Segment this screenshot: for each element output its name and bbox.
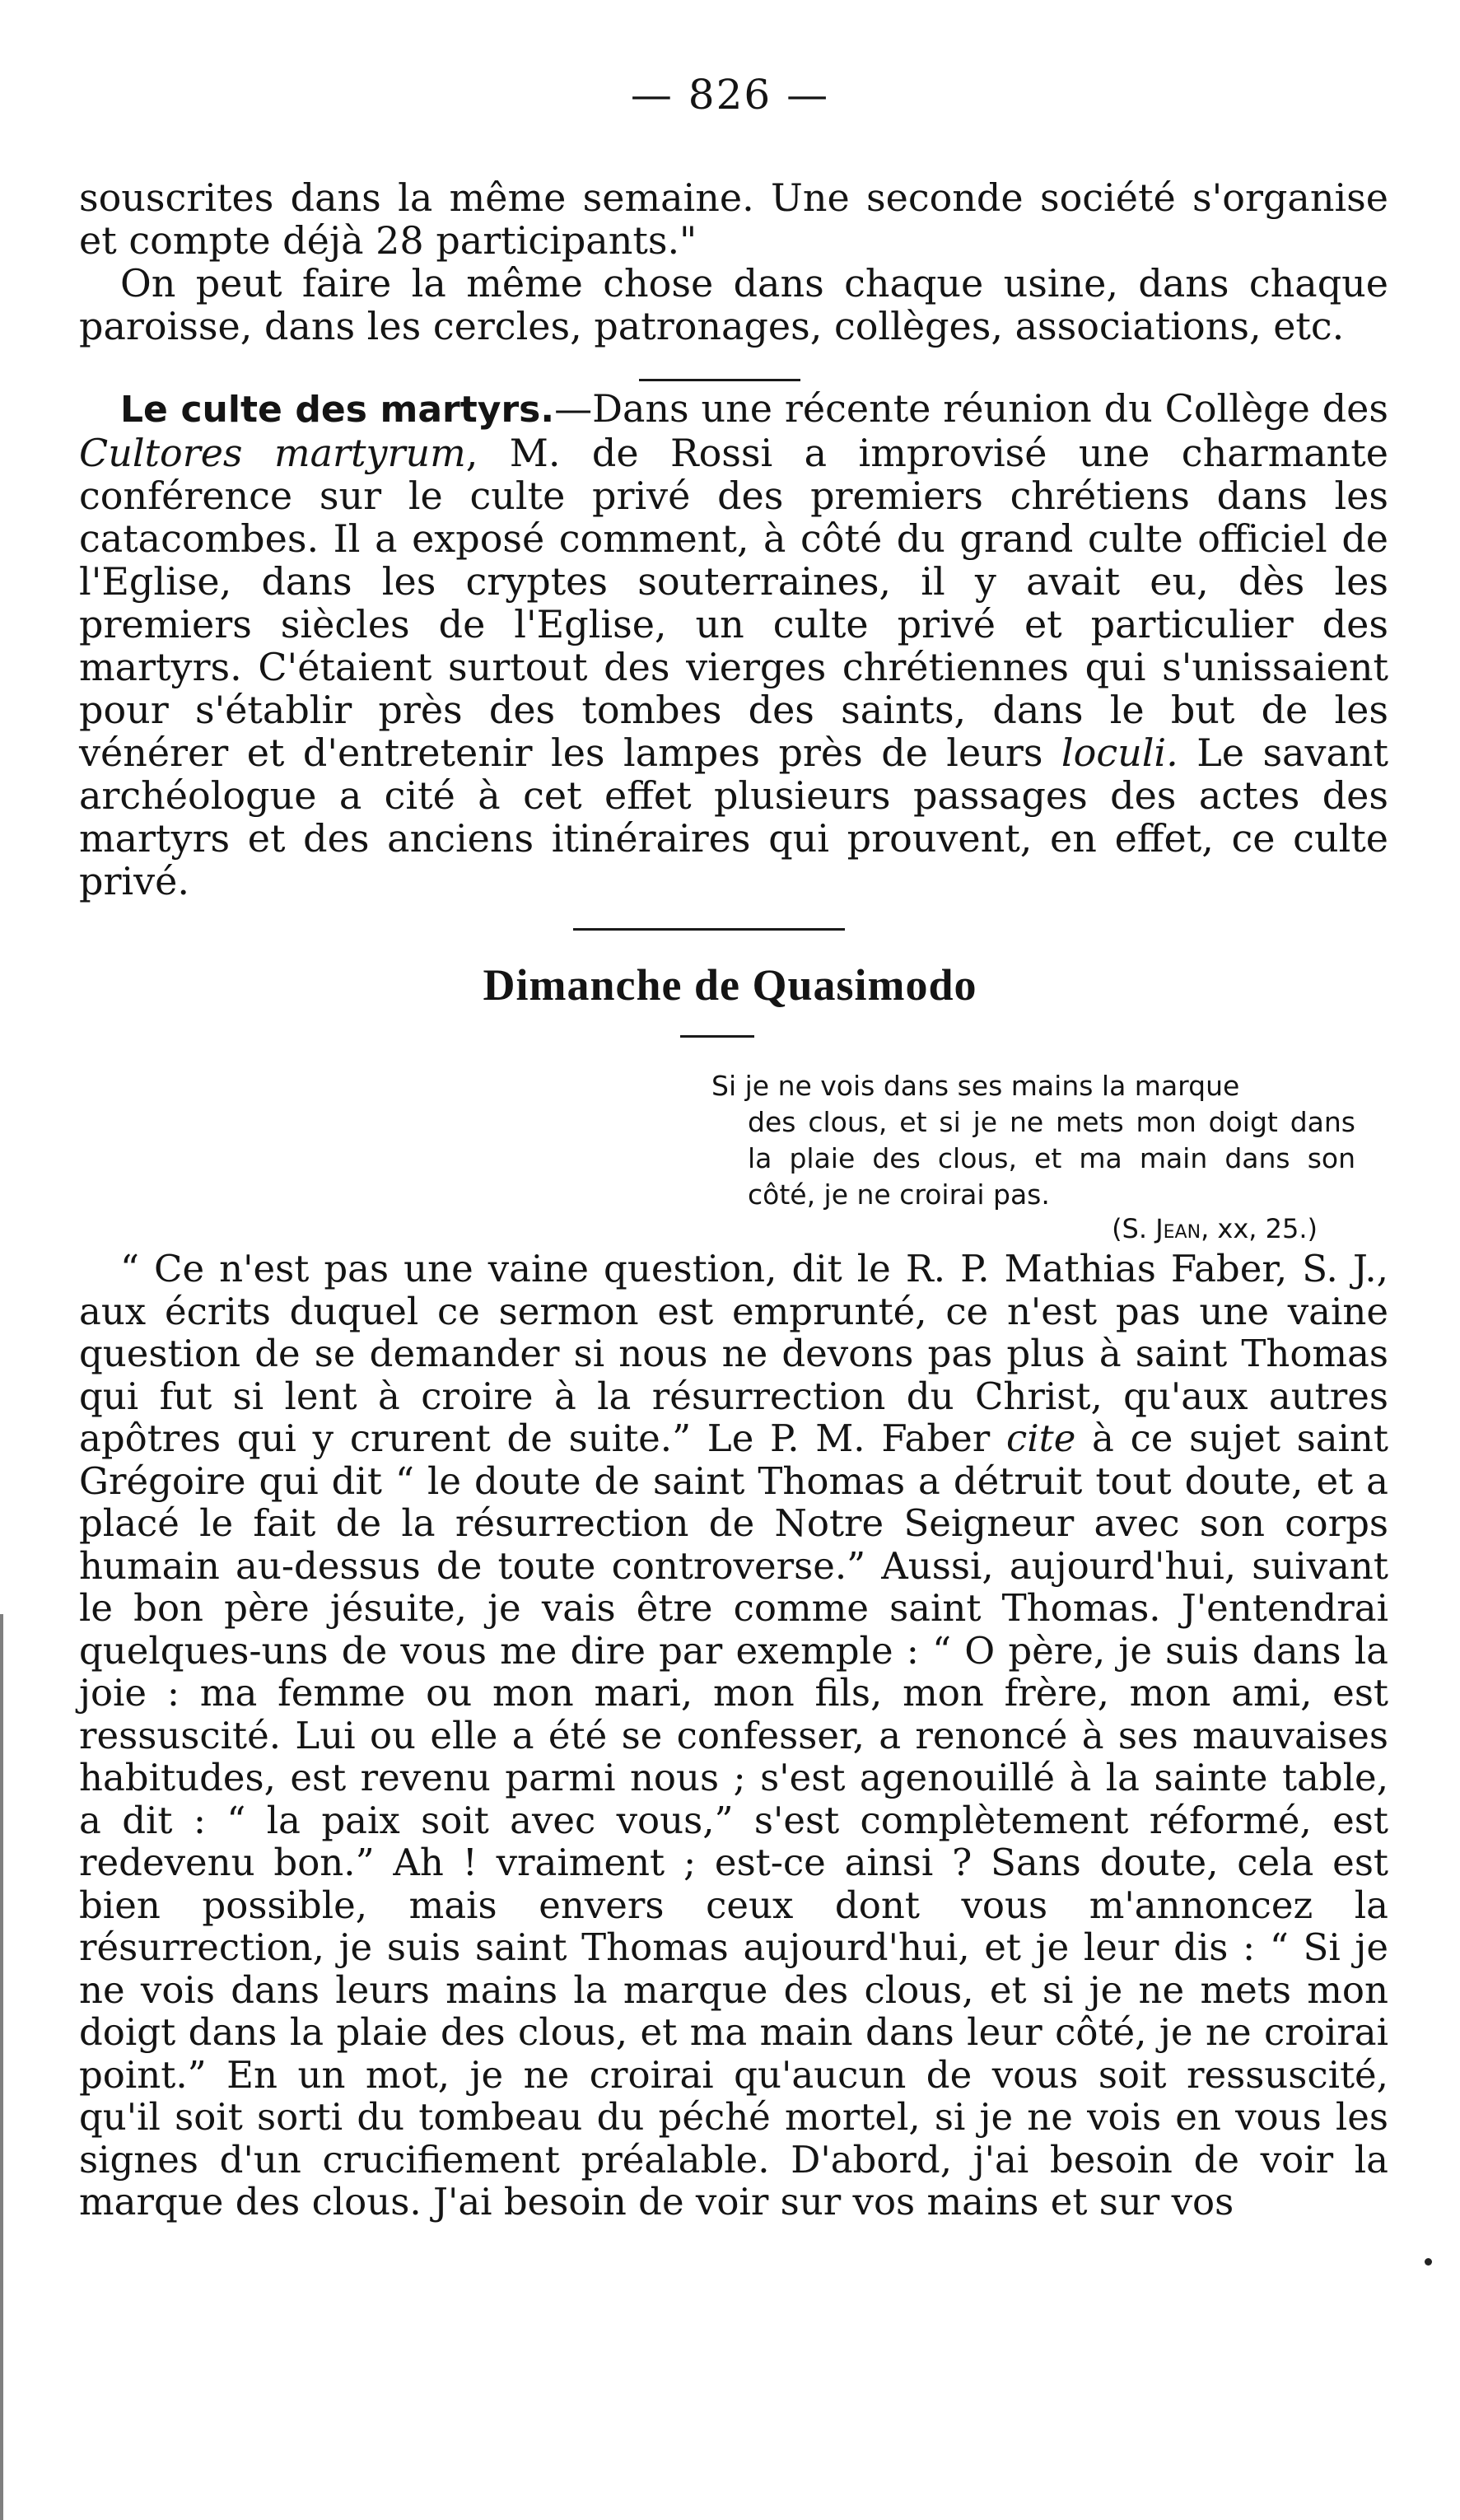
- section-title: Dimanche de Quasimodo: [483, 960, 977, 1010]
- sermon-text-1: “ Ce n'est pas une vaine question, dit le R. P. Mathias Faber, S. J., aux écrits duquel ce sermon est emprunté, ce n'est pas une vaine question de se demander si nous ne devons pas plus à saint Thomas qui fut si lent à croire à la résurrection du Christ, qu'aux autres apôtres qui y crurent de suite.” Le P. M. Faber: [79, 1247, 1388, 1460]
- ink-speck: [1425, 2258, 1432, 2266]
- title-underline-rule: [680, 1035, 754, 1038]
- epigraph: [711, 1068, 1355, 1213]
- martyrs-italic-1: Cultores martyrum: [79, 431, 466, 475]
- page-number: — 826 —: [630, 71, 830, 119]
- intro-paragraph-1: souscrites dans la même semaine. Une seconde société s'organise et compte déjà 28 participants.": [79, 175, 1388, 263]
- epigraph-source-name: Jean: [1155, 1213, 1201, 1244]
- martyrs-italic-2: loculi.: [1061, 730, 1178, 775]
- separator-rule: [639, 379, 800, 381]
- epigraph-source-prefix: (S.: [1112, 1213, 1156, 1244]
- sermon-paragraph: [79, 1248, 1388, 2224]
- martyrs-text-2: , M. de Rossi a improvisé une charmante conférence sur le culte privé des premiers chrétiens dans les catacombes. Il a exposé comment, à côté du grand culte officiel de l'Eglise, dans les cryptes souterraines, il y avait eu, dès les premiers siècles de l'Eglise, un culte privé et particulier des martyrs. C'étaient surtout des vierges chrétiennes qui s'unissaient pour s'établir près des tombes des saints, dans le but de les vénérer et d'entretenir les lampes près de leurs: [79, 431, 1388, 775]
- epigraph-first-line: Si je ne vois dans ses mains la marque: [711, 1070, 1240, 1102]
- intro-text: [79, 176, 1388, 348]
- epigraph-source: [988, 1213, 1318, 1244]
- martyrs-paragraph: [79, 387, 1388, 903]
- martyrs-text-3: Le savant archéologue a cité à cet effet plusieurs passages des actes des martyrs et des anciens itinéraires qui prouvent, en effet, ce culte privé.: [79, 730, 1388, 903]
- martyrs-article: [79, 387, 1388, 903]
- sermon-text-2: à ce sujet saint Grégoire qui dit “ le doute de saint Thomas a détruit tout doute, et a placé le fait de la résurrection de Notre Seigneur avec son corps humain au-dessus de toute controverse.” Aussi, aujourd'hui, suivant le bon père jésuite, je vais être comme saint Thomas. J'entendrai quelques-uns de vous me dire par exemple : “ O père, je suis dans la joie : ma femme ou mon mari, mon fils, mon frère, mon ami, est ressuscité. Lui ou elle a été se confesser, a renoncé à ses mauvaises habitudes, est revenu parmi nous ; s'est agenouillé à la sainte table, a dit : “ la paix soit avec vous,” s'est complètement réformé, est redevenu bon.” Ah ! vraiment ; est-ce ainsi ? Sans doute, cela est bien possible, mais envers ceux dont vous m'annoncez la résurrection, je suis saint Thomas aujourd'hui, et je leur dis : “ Si je ne vois dans leurs mains la marque des clous, et si je ne mets mon doigt dans la plaie des clous, et ma main dans leur côté, je ne croirai point.” En un mot, je ne croirai qu'aucun de vous soit ressuscité, qu'il soit sorti du tombeau du péché mortel, si je ne vois en vous les signes d'un crucifiement préalable. D'abord, j'ai besoin de voir la marque des clous. J'ai besoin de voir sur vos mains et sur vos: [79, 1416, 1388, 2224]
- epigraph-source-ref: , xx, 25.): [1201, 1213, 1318, 1244]
- section-separator-rule: [573, 928, 845, 931]
- epigraph-continuation: des clous, et si je ne mets mon doigt dans la plaie des clous, et ma main dans son côté, je ne croirai pas.: [748, 1106, 1355, 1211]
- intro-paragraph-2: On peut faire la même chose dans chaque usine, dans chaque paroisse, dans les cercles, patronages, collèges, associations, etc.: [79, 261, 1388, 348]
- martyrs-text-1: —Dans une récente réunion du Collège des: [554, 386, 1388, 431]
- sermon-body: [79, 1248, 1388, 2224]
- sermon-italic-1: cite: [1006, 1416, 1076, 1460]
- martyrs-heading: Le culte des martyrs.: [120, 389, 555, 431]
- scan-edge-shadow: [0, 1614, 3, 2520]
